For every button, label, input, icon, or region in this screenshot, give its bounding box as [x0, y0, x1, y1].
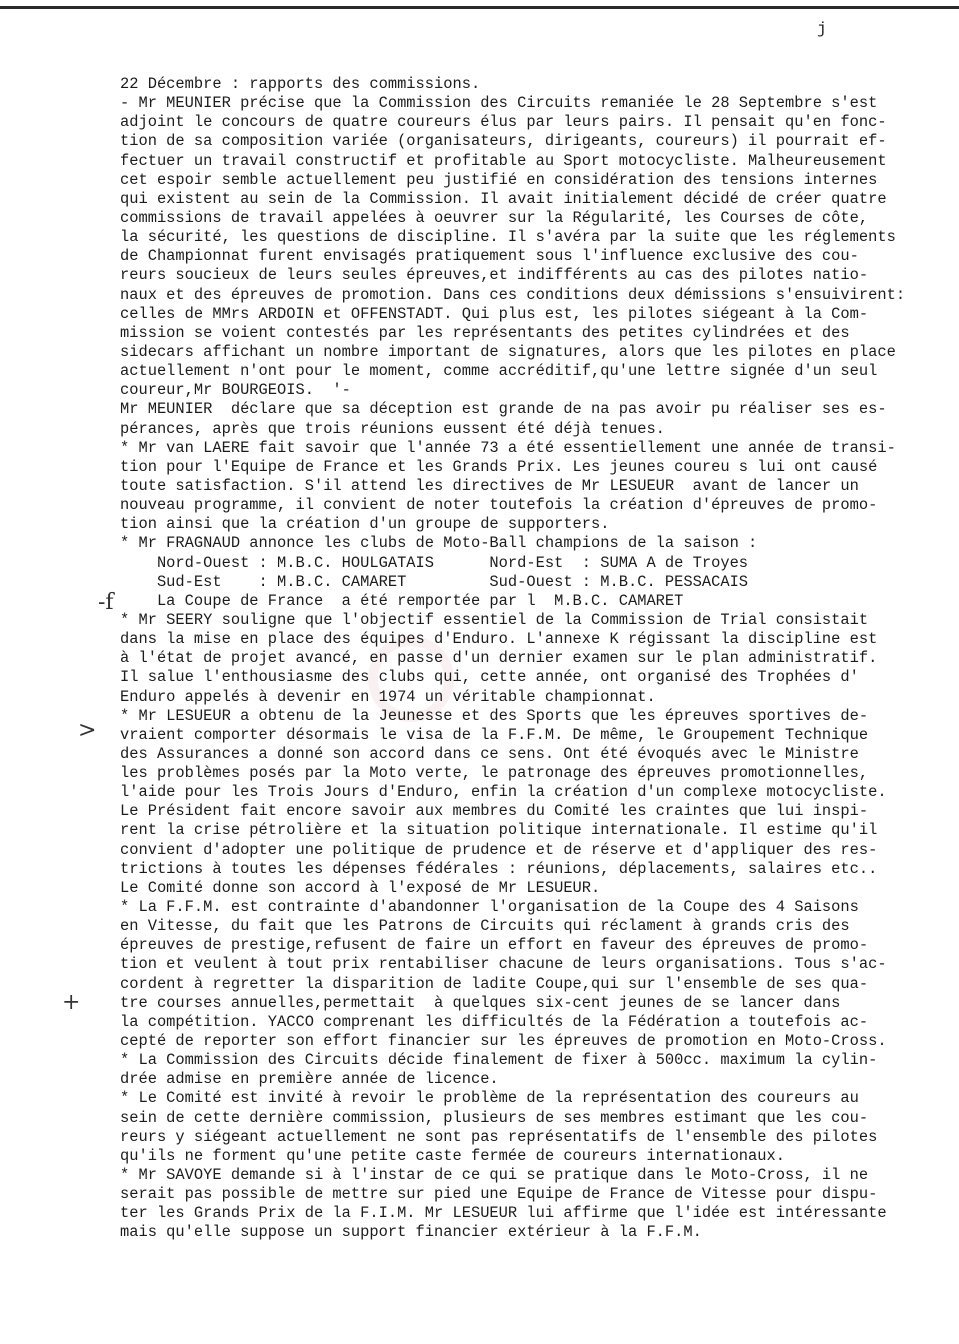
text-line: mais qu'elle suppose un support financier extérieur à la F.F.M.	[120, 1223, 702, 1242]
text-line: Il salue l'enthousiasme des clubs qui, cette année, ont organisé des Trophées d'	[120, 668, 859, 687]
text-line: Le Comité donne son accord à l'exposé de Mr LESUEUR.	[120, 878, 601, 897]
text-line: tre courses annuelles,permettait à quelques six-cent jeunes de se lancer dans	[120, 993, 841, 1012]
text-line: Enduro appelés à devenir en 1974 un véritable championnat.	[120, 687, 656, 706]
text-line: trictions à toutes les dépenses fédérales : réunions, déplacements, salaires etc..	[120, 859, 878, 878]
text-line: coureur,Mr BOURGEOIS. '-	[120, 381, 351, 400]
text-line: * Mr SEERY souligne que l'objectif essentiel de la Commission de Trial consistait	[120, 610, 869, 629]
text-line: - Mr MEUNIER précise que la Commission des Circuits remaniée le 28 Septembre s'est	[120, 94, 878, 113]
text-line: * Mr LESUEUR a obtenu de la Jeunesse et des Sports que les épreuves sportives de-	[120, 706, 869, 725]
text-line: * La F.F.M. est contrainte d'abandonner l'organisation de la Coupe des 4 Saisons	[120, 898, 859, 917]
text-line: Le Président fait encore savoir aux membres du Comité les craintes que lui inspi-	[120, 802, 869, 821]
text-line: adjoint le concours de quatre coureurs élus par leurs pairs. Il pensait qu'en fonc-	[120, 113, 887, 132]
text-line: toute satisfaction. S'il attend les directives de Mr LESUEUR avant de lancer un	[120, 476, 859, 495]
text-line: convient d'adopter une politique de prudence et de réserve et d'appliquer des res-	[120, 840, 878, 859]
text-line: tion ainsi que la création d'un groupe de supporters.	[120, 515, 610, 534]
text-line: ter les Grands Prix de la F.I.M. Mr LESUEUR lui affirme que l'idée est intéressante	[120, 1204, 887, 1223]
text-line: mission se voient contestés par les représentants des petites cylindrées et des	[120, 323, 850, 342]
text-line: cepté de reporter son effort financier sur les épreuves de promotion en Moto-Cross.	[120, 1032, 887, 1051]
text-line: épreuves de prestige,refusent de faire un effort en faveur des épreuves de promo-	[120, 936, 869, 955]
text-line: en Vitesse, du fait que les Patrons de Circuits qui réclament à grands cris des	[120, 917, 850, 936]
text-line: commissions de travail appelées à oeuvrer sur la Régularité, les Courses de côte,	[120, 208, 869, 227]
text-line: * Le Comité est invité à revoir le problème de la représentation des coureurs au	[120, 1089, 859, 1108]
text-line: * Mr van LAERE fait savoir que l'année 73 a été essentiellement une année de transi-	[120, 438, 896, 457]
text-line: * La Commission des Circuits décide finalement de fixer à 500cc. maximum la cylin-	[120, 1051, 878, 1070]
text-line: naux et des épreuves de promotion. Dans ces conditions deux démissions s'ensuivirent:	[120, 285, 906, 304]
text-line: sein de cette dernière commission, plusieurs de ses membres estimant que les cou-	[120, 1108, 869, 1127]
text-line: fectuer un travail constructif et profitable au Sport motocycliste. Malheureusement	[120, 151, 887, 170]
text-line: tion pour l'Equipe de France et les Grands Prix. Les jeunes coureu s lui ont causé	[120, 457, 878, 476]
text-line: reurs soucieux de leurs seules épreuves,et indifférents au cas des pilotes natio-	[120, 266, 869, 285]
text-line: nouveau programme, il convient de noter toutefois la création d'épreuves de promo-	[120, 496, 878, 515]
text-line: tion de sa composition variée (organisateurs, dirigeants, coureurs) il pourrait ef-	[120, 132, 887, 151]
margin-note: >	[78, 718, 97, 743]
margin-note: +	[62, 990, 81, 1015]
text-line: celles de MMrs ARDOIN et OFFENSTADT. Qui plus est, les pilotes siégeant à la Com-	[120, 304, 869, 323]
text-line: qu'ils ne forment qu'une petite caste fermée de coureurs internationaux.	[120, 1146, 785, 1165]
text-line: serait pas possible de mettre sur pied une Equipe de France de Vitesse pour dispu-	[120, 1185, 878, 1204]
text-line: 22 Décembre : rapports des commissions.	[120, 75, 481, 93]
text-line: pérances, après que trois réunions eussent été déjà tenues.	[120, 419, 665, 438]
text-line: de Championnat furent envisagés pratiquement sous l'influence exclusive des cou-	[120, 247, 859, 266]
text-line: la compétition. YACCO comprenant les difficultés de la Fédération a toutefois ac-	[120, 1012, 869, 1031]
text-line: dans la mise en place des équipes d'Enduro. L'annexe K régissant la discipline est	[120, 630, 878, 649]
text-line: cet espoir semble actuellement peu justifié en considération des tensions internes	[120, 170, 878, 189]
text-line: Mr MEUNIER déclare que sa déception est grande de na pas avoir pu réaliser ses es-	[120, 400, 887, 419]
text-line: drée admise en première année de licence.	[120, 1070, 499, 1089]
text-line: à l'état de projet avancé, en passe d'un dernier examen sur le plan administratif.	[120, 649, 878, 668]
text-line: actuellement n'ont pour le moment, comme accréditif,qu'une lettre signée d'un seul	[120, 362, 878, 381]
margin-note: -f	[98, 590, 114, 615]
text-line: tion et veulent à tout prix rentabiliser chacune de leurs organisations. Tous s'ac-	[120, 955, 887, 974]
text-line: vraient comporter désormais le visa de la F.F.M. De même, le Groupement Technique	[120, 725, 869, 744]
document-body	[120, 75, 920, 1243]
text-line: La Coupe de France a été remportée par l M.B.C. CAMARET	[120, 591, 684, 610]
page-number: j	[817, 20, 827, 38]
text-line: rent la crise pétrolière et la situation politique internationale. Il estime qu'il	[120, 821, 878, 840]
text-line: Sud-Est : M.B.C. CAMARET Sud-Ouest : M.B.C. PESSACAIS	[120, 572, 749, 591]
text-line: des Assurances a donné son accord dans ce sens. Ont été évoqués avec le Ministre	[120, 744, 859, 763]
text-line: qui existent au sein de la Commission. Il avait initialement décidé de créer quatre	[120, 189, 887, 208]
text-line: reurs y siégeant actuellement ne sont pas représentatifs de l'ensemble des pilotes	[120, 1127, 878, 1146]
text-line: l'aide pour les Trois Jours d'Enduro, enfin la création d'un complexe motocycliste.	[120, 783, 887, 802]
text-line: la sécurité, les questions de discipline. Il s'avéra par la suite que les réglements	[120, 228, 896, 247]
text-line: * Mr FRAGNAUD annonce les clubs de Moto-Ball champions de la saison :	[120, 534, 758, 553]
text-line: Nord-Ouest : M.B.C. HOULGATAIS Nord-Est : SUMA A de Troyes	[120, 553, 749, 572]
text-line: cordent à regretter la disparition de ladite Coupe,qui sur l'ensemble de ses qua-	[120, 974, 869, 993]
text-line: les problèmes posés par la Moto verte, le patronage des épreuves promotionnelles,	[120, 764, 869, 783]
top-rule	[0, 6, 959, 9]
text-line: * Mr SAVOYE demande si à l'instar de ce qui se pratique dans le Moto-Cross, il ne	[120, 1166, 869, 1185]
text-line: sidecars affichant un nombre important de signatures, alors que les pilotes en place	[120, 342, 896, 361]
